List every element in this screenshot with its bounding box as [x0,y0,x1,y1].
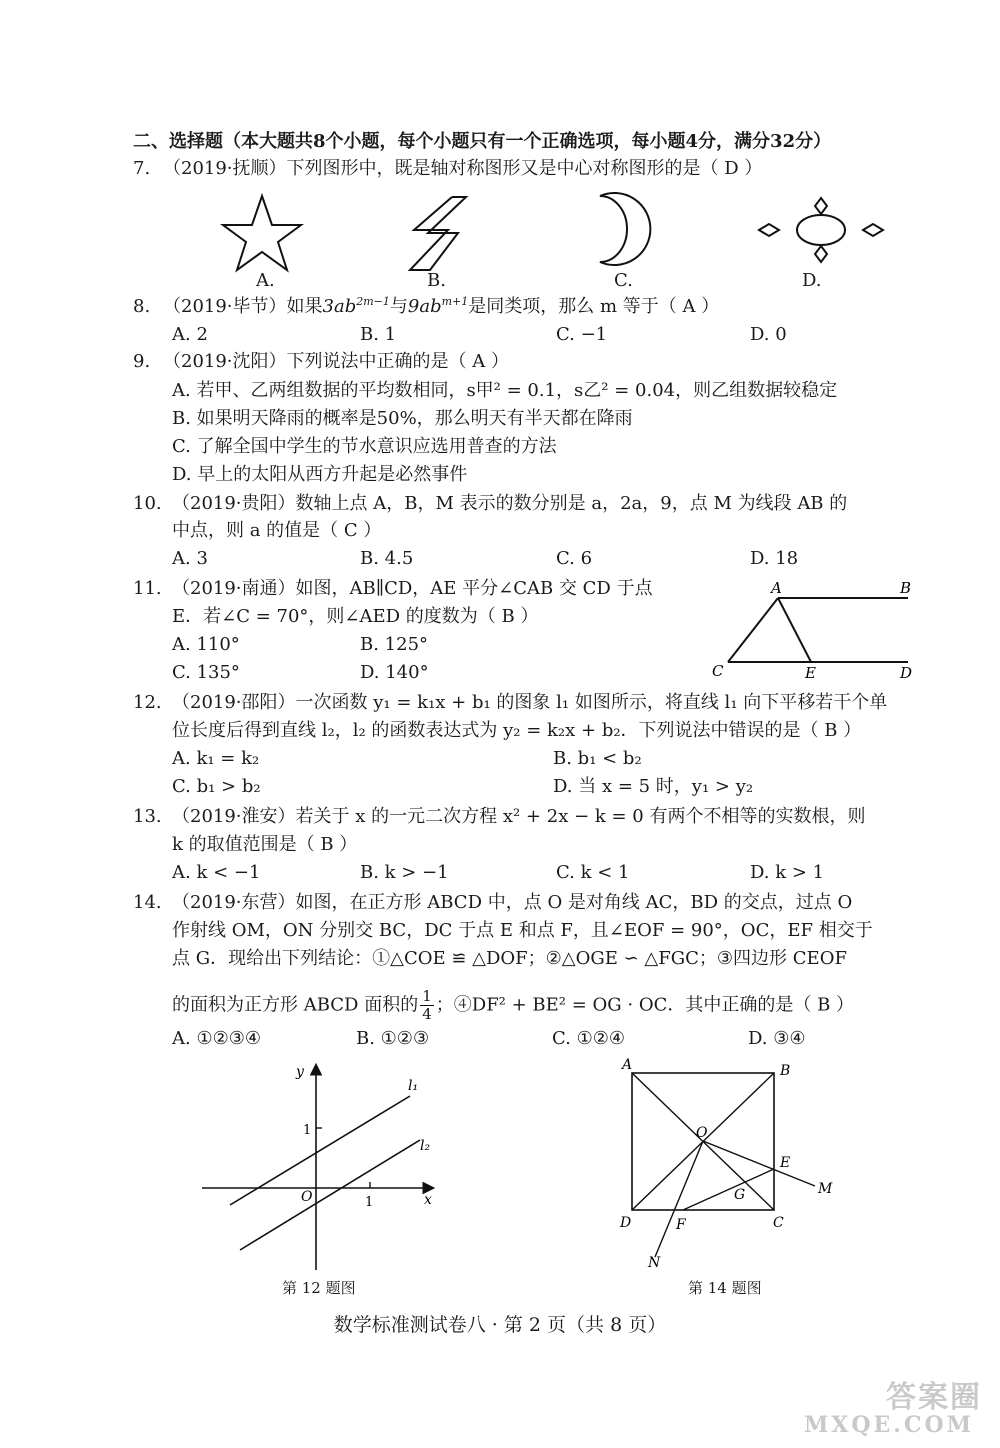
q14-option-c: C. ①②④ [552,1028,625,1049]
q12-line-1: （2019·邵阳）一次函数 y₁ = k₁x + b₁ 的图象 l₁ 如图所示，将直线 l₁ 向下平移若干个单 [172,692,888,713]
q12-line-2: 位长度后得到直线 l₂，l₂ 的函数表达式为 y₂ = k₂x + b₂．下列说法中错误的是（ B ） [172,720,862,741]
q11-option-d: D. 140° [360,662,429,683]
q7-stem: （2019·抚顺）下列图形中，既是轴对称图形又是中心对称图形的是（ D ） [163,158,763,179]
q8-term-2: $9ab^{m+1}$ [407,295,469,317]
crescent-shape-figure [590,192,665,267]
q14-option-b: B. ①②③ [356,1028,430,1049]
fig14-label-f: F [676,1217,686,1233]
q8-stem-mid: 与 [389,296,408,317]
q10-option-b: B. 4.5 [360,548,414,569]
q14-line-4 [172,988,854,1023]
q12-number: 12. [133,692,162,713]
fig12-caption: 第 12 题图 [282,1279,356,1297]
q10-option-c: C. 6 [556,548,593,569]
section-header: 二、选择题（本大题共8个小题，每个小题只有一个正确选项，每小题4分，满分32分） [133,131,832,152]
fig14-caption: 第 14 题图 [688,1279,762,1297]
q8-number: 8. [133,296,151,317]
q11-label-c: C [712,662,724,680]
fig14-label-e: E [780,1155,791,1171]
q13-option-c: C. k < 1 [556,862,630,883]
q9-stem: （2019·沈阳）下列说法中正确的是（ A ） [163,351,509,372]
fig14-label-o: O [696,1125,708,1141]
q9-option-a: A. 若甲、乙两组数据的平均数相同，s甲² = 0.1，s乙² = 0.04，则乙组数据较稳定 [172,380,838,401]
q14-line-3: 点 G．现给出下列结论：①△COE ≌ △DOF；②△OGE ∽ △FGC；③四边形 CEOF [172,948,847,969]
q14-line-4-post: ；④DF² + BE² = OG · OC．其中正确的是（ B ） [435,994,855,1016]
fig12-label-origin: O [301,1189,313,1205]
fig12-label-one-y: 1 [303,1123,312,1138]
q9-option-c: C. 了解全国中学生的节水意识应选用普查的方法 [172,436,557,457]
fig14-label-c: C [773,1215,784,1231]
q7-number: 7. [133,158,151,179]
q8-stem-post: 是同类项，那么 m 等于（ A ） [468,296,720,317]
q13-line-2: k 的取值范围是（ B ） [172,834,358,855]
q14-option-d: D. ③④ [748,1028,806,1049]
q7-option-b-label: B. [427,270,446,291]
q8-option-d: D. 0 [750,324,787,345]
fig14-label-d: D [620,1215,632,1231]
fig12-label-one-x: 1 [365,1195,374,1210]
page-footer: 数学标准测试卷八 · 第 2 页（共 8 页） [333,1314,667,1336]
q7-option-d-label: D. [802,270,822,291]
q13-number: 13. [133,806,162,827]
q10-line-2: 中点，则 a 的值是（ C ） [172,520,382,541]
fig14-label-m: M [818,1181,833,1197]
ellipse-diamonds-figure [755,198,885,273]
fig12-graph [200,1060,450,1275]
q12-option-d: D. 当 x = 5 时，y₁ > y₂ [553,776,754,797]
q11-label-d: D [900,664,913,682]
q11-label-b: B [900,579,912,597]
fig14-label-b: B [780,1063,791,1079]
fig12-label-l2: l₂ [420,1138,431,1154]
q14-fraction-denominator: 4 [422,1005,432,1023]
q11-parallel-lines-figure [708,578,918,683]
q8-option-c: C. −1 [556,324,608,345]
q10-option-d: D. 18 [750,548,799,569]
watermark-url: MXQE.COM [803,1412,974,1438]
fig14-ray-om [703,1141,815,1186]
q10-option-a: A. 3 [172,548,208,569]
fig12-label-y: y [296,1064,304,1080]
fig14-segment-ef [683,1169,774,1210]
watermark-logo: 答案圈 [886,1380,982,1415]
q13-line-1: （2019·淮安）若关于 x 的一元二次方程 x² + 2x − k = 0 有两个不相等的实数根，则 [172,806,866,827]
q14-number: 14. [133,892,162,913]
q14-fraction [420,988,434,1023]
q12-option-c: C. b₁ > b₂ [172,776,261,797]
q14-option-a: A. ①②③④ [172,1028,261,1049]
fig12-label-l1: l₁ [408,1078,419,1094]
q14-line-2: 作射线 OM，ON 分别交 BC，DC 于点 E 和点 F，且∠EOF = 90°，OC，EF 相交于 [172,920,873,941]
q9-number: 9. [133,351,151,372]
q11-line-2: E．若∠C = 70°，则∠AED 的度数为（ B ） [172,606,539,627]
fig12-line-l2 [240,1140,420,1250]
q11-label-a: A [771,579,782,597]
fig14-ray-on [655,1141,703,1257]
q13-option-d: D. k > 1 [750,862,825,883]
q13-option-a: A. k < −1 [172,862,261,883]
q13-option-b: B. k > −1 [360,862,449,883]
zigzag-shape-figure [400,195,470,270]
fig14-label-n: N [648,1255,661,1271]
q11-option-b: B. 125° [360,634,429,655]
fig12-label-x: x [424,1192,432,1208]
q8-option-b: B. 1 [360,324,397,345]
q8-option-a: A. 2 [172,324,208,345]
q11-line-1: （2019·南通）如图，AB∥CD，AE 平分∠CAB 交 CD 于点 [172,578,653,599]
q8-term-1: $3ab^{2m-1}$ [322,295,390,317]
fig14-label-g: G [734,1187,746,1203]
q8-stem [163,296,719,318]
q9-option-d: D. 早上的太阳从西方升起是必然事件 [172,464,468,485]
star-shape-figure [215,190,315,265]
q10-number: 10. [133,493,162,514]
q14-fraction-numerator: 1 [422,987,432,1005]
q14-line-4-pre: 的面积为正方形 ABCD 面积的 [172,994,419,1016]
fig14-square-diagram [610,1055,840,1270]
fig14-label-a: A [622,1057,633,1073]
q9-option-b: B. 如果明天降雨的概率是50%，那么明天有半天都在降雨 [172,408,633,429]
q12-option-a: A. k₁ = k₂ [172,748,260,769]
q14-line-1: （2019·东营）如图，在正方形 ABCD 中，点 O 是对角线 AC，BD 的交点，过点 O [172,892,853,913]
q11-option-a: A. 110° [172,634,240,655]
q7-option-a-label: A. [256,270,275,291]
q11-option-c: C. 135° [172,662,240,683]
q7-option-c-label: C. [614,270,633,291]
q10-line-1: （2019·贵阳）数轴上点 A，B，M 表示的数分别是 a，2a，9，点 M 为线段 AB 的 [172,493,848,514]
q8-stem-pre: （2019·毕节）如果 [163,296,323,317]
q11-number: 11. [133,578,162,599]
q11-label-e: E [805,664,816,682]
q12-option-b: B. b₁ < b₂ [553,748,642,769]
